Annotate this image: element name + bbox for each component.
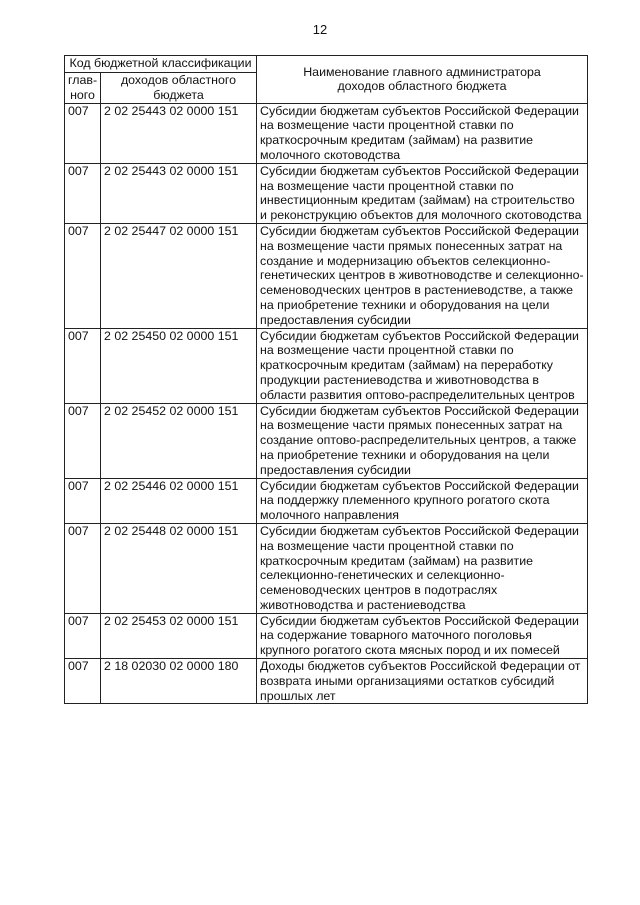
header-administrator-name	[257, 56, 588, 104]
description-cell: Субсидии бюджетам субъектов Российской Федерации на возмещение части процентной ставки по краткосрочным кредитам (займам) на переработку продукции растениеводства и животноводства в области развития оптово-распределительных центров	[257, 328, 588, 403]
table-row	[65, 163, 588, 223]
description-cell: Субсидии бюджетам субъектов Российской Федерации на возмещение части прямых понесенных затрат на создание оптово-распределительных центров, а также на приобретение техники и оборудования на цели предоставления субсидии	[257, 403, 588, 478]
table-row	[65, 328, 588, 403]
income-code-cell: 2 02 25446 02 0000 151	[101, 478, 257, 523]
admin-code-cell: 007	[65, 223, 101, 328]
description-cell: Субсидии бюджетам субъектов Российской Федерации на возмещение части процентной ставки по инвестиционным кредитам (займам) на строительство и реконструкцию объектов для молочного скотоводства	[257, 163, 588, 223]
income-code-cell: 2 02 25448 02 0000 151	[101, 523, 257, 613]
table-row	[65, 103, 588, 163]
income-code-cell: 2 02 25452 02 0000 151	[101, 403, 257, 478]
header-chief-administrator: глав- ного	[65, 73, 101, 104]
description-cell: Доходы бюджетов субъектов Российской Федерации от возврата иными организациями остатков субсидий прошлых лет	[257, 659, 588, 704]
admin-code-cell: 007	[65, 403, 101, 478]
description-cell: Субсидии бюджетам субъектов Российской Федерации на возмещение части прямых понесенных затрат на создание и модернизацию объектов селекционно-генетических центров в животноводстве и селекционно-семеноводческих центров в растениеводстве, а также на приобретение техники и оборудования на цели предоставления субсидии	[257, 223, 588, 328]
header-budget-classification-code: Код бюджетной классификации	[65, 56, 257, 73]
description-cell: Субсидии бюджетам субъектов Российской Федерации на поддержку племенного крупного рогатого скота молочного направления	[257, 478, 588, 523]
header-administrator-name-text: Наименование главного администратора доходов областного бюджета	[303, 64, 541, 94]
table-row	[65, 223, 588, 328]
income-code-cell: 2 02 25443 02 0000 151	[101, 163, 257, 223]
budget-classification-table	[64, 55, 588, 704]
admin-code-cell: 007	[65, 613, 101, 658]
description-cell: Субсидии бюджетам субъектов Российской Федерации на возмещение части процентной ставки по краткосрочным кредитам (займам) на развитие селекционно-генетических и селекционно-семеноводческих центров в подотраслях животноводства и растениеводства	[257, 523, 588, 613]
admin-code-cell: 007	[65, 328, 101, 403]
table-row	[65, 478, 588, 523]
page-number: 12	[312, 22, 328, 37]
admin-code-cell: 007	[65, 103, 101, 163]
description-cell: Субсидии бюджетам субъектов Российской Федерации на содержание товарного маточного поголовья крупного рогатого скота мясных пород и их помесей	[257, 613, 588, 658]
description-cell: Субсидии бюджетам субъектов Российской Федерации на возмещение части процентной ставки по краткосрочным кредитам (займам) на развитие молочного скотоводства	[257, 103, 588, 163]
admin-code-cell: 007	[65, 163, 101, 223]
admin-code-cell: 007	[65, 659, 101, 704]
admin-code-cell: 007	[65, 523, 101, 613]
table-body	[65, 103, 588, 704]
table-row	[65, 403, 588, 478]
income-code-cell: 2 02 25447 02 0000 151	[101, 223, 257, 328]
table-header	[65, 56, 588, 104]
table-row	[65, 523, 588, 613]
header-regional-income: доходов областного бюджета	[101, 73, 257, 104]
table-row	[65, 659, 588, 704]
table-row	[65, 613, 588, 658]
income-code-cell: 2 18 02030 02 0000 180	[101, 659, 257, 704]
income-code-cell: 2 02 25443 02 0000 151	[101, 103, 257, 163]
income-code-cell: 2 02 25453 02 0000 151	[101, 613, 257, 658]
income-code-cell: 2 02 25450 02 0000 151	[101, 328, 257, 403]
admin-code-cell: 007	[65, 478, 101, 523]
